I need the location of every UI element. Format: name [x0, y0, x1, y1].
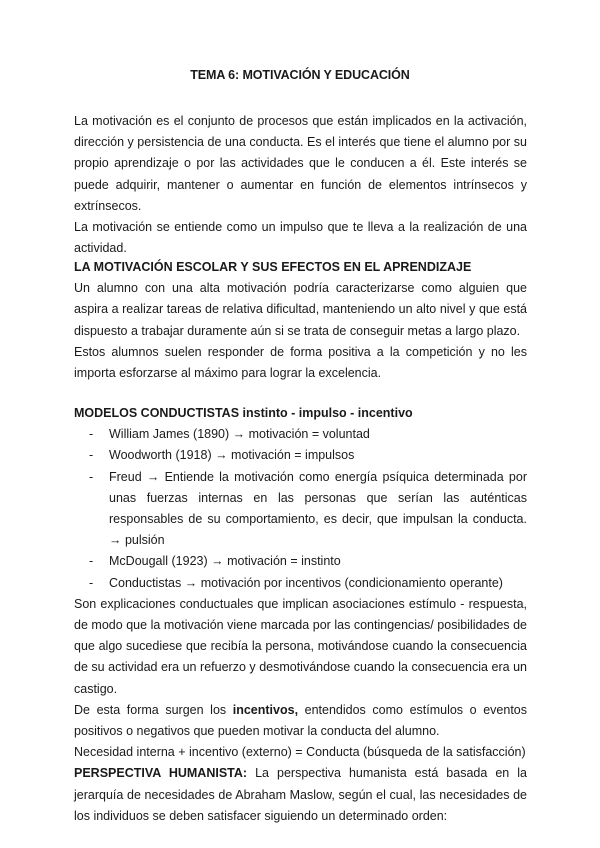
section-heading: MODELOS CONDUCTISTAS instinto - impulso - incentivo: [74, 406, 413, 420]
list-item: [74, 551, 527, 572]
bullet-dash: -: [89, 448, 94, 463]
humanist-paragraph: [74, 763, 527, 827]
bullet-dash: -: [89, 427, 94, 442]
document-title: TEMA 6: MOTIVACIÓN Y EDUCACIÓN: [190, 68, 410, 82]
behaviorist-list: [74, 424, 527, 594]
list-item-text: McDougall (1923) → motivación = instinto: [109, 554, 341, 569]
section-paragraph: Estos alumnos suelen responder de forma positiva a la competición y no les importa esforzarse al máximo para lograr la excelencia.: [74, 344, 527, 381]
bullet-dash: -: [89, 575, 94, 590]
list-item-text: Woodworth (1918) → motivación = impulsos: [109, 448, 355, 463]
behaviorist-models-section: [74, 403, 527, 827]
humanist-heading: PERSPECTIVA HUMANISTA:: [74, 766, 248, 781]
intro-paragraph-1: La motivación es el conjunto de procesos que están implicados en la activación, dirección y persistencia de una conducta. Es el interés que tiene el alumno por su propio aprendizaje o por las actividades que le conducen a él. Este interés se puede adquirir, mantener o aumentar en función de elementos intrínsecos y extrínsecos.: [74, 114, 527, 213]
bullet-dash: -: [89, 554, 94, 569]
section-heading: LA MOTIVACIÓN ESCOLAR Y SUS EFECTOS EN EL APRENDIZAJE: [74, 260, 472, 274]
list-item-text: William James (1890) → motivación = voluntad: [109, 427, 370, 442]
list-item-text: Freud → Entiende la motivación como energía psíquica determinada por unas fuerzas internas en las personas que serían las auténticas responsables de su comportamiento, es decir, que impulsan la conducta. → pulsión: [109, 469, 527, 548]
incentives-paragraph: [74, 700, 527, 742]
incentives-intro: De esta forma surgen los: [74, 702, 233, 717]
motivation-formula: Necesidad interna + incentivo (externo) = Conducta (búsqueda de la satisfacción): [74, 745, 526, 760]
intro-section: [74, 111, 527, 259]
list-item: [74, 424, 527, 445]
school-motivation-section: [74, 257, 527, 384]
section-paragraph: Un alumno con una alta motivación podría caracterizarse como alguien que aspira a realizar tareas de relativa dificultad, manteniendo un alto nivel y que está dispuesto a trabajar duramente aún si se trata de conseguir metas a largo plazo.: [74, 281, 527, 338]
incentives-term: incentivos,: [232, 702, 299, 717]
incentives-definition: entendidos como estímulos o eventos positivos o negativos que pueden motivar la conducta del alumno.: [74, 702, 527, 739]
section-paragraph: Son explicaciones conductuales que implican asociaciones estímulo - respuesta, de modo que la motivación viene marcada por las contingencias/ posibilidades de que algo sucediese que recibía la persona, motivándose cuando la consecuencia de su actividad era un refuerzo y desmotivándose cuando la consecuencia era un castigo.: [74, 596, 527, 696]
intro-paragraph-2: La motivación se entiende como un impulso que te lleva a la realización de una actividad.: [74, 220, 527, 256]
bullet-dash: -: [89, 469, 94, 484]
humanist-text: La perspectiva humanista está basada en la jerarquía de necesidades de Abraham Maslow, según el cual, las necesidades de los individuos se deben satisfacer siguiendo un determinado orden:: [74, 766, 527, 823]
list-item: [74, 573, 527, 594]
list-item-text: Conductistas → motivación por incentivos (condicionamiento operante): [109, 575, 503, 590]
list-item: [74, 445, 527, 466]
list-item: [74, 467, 527, 552]
